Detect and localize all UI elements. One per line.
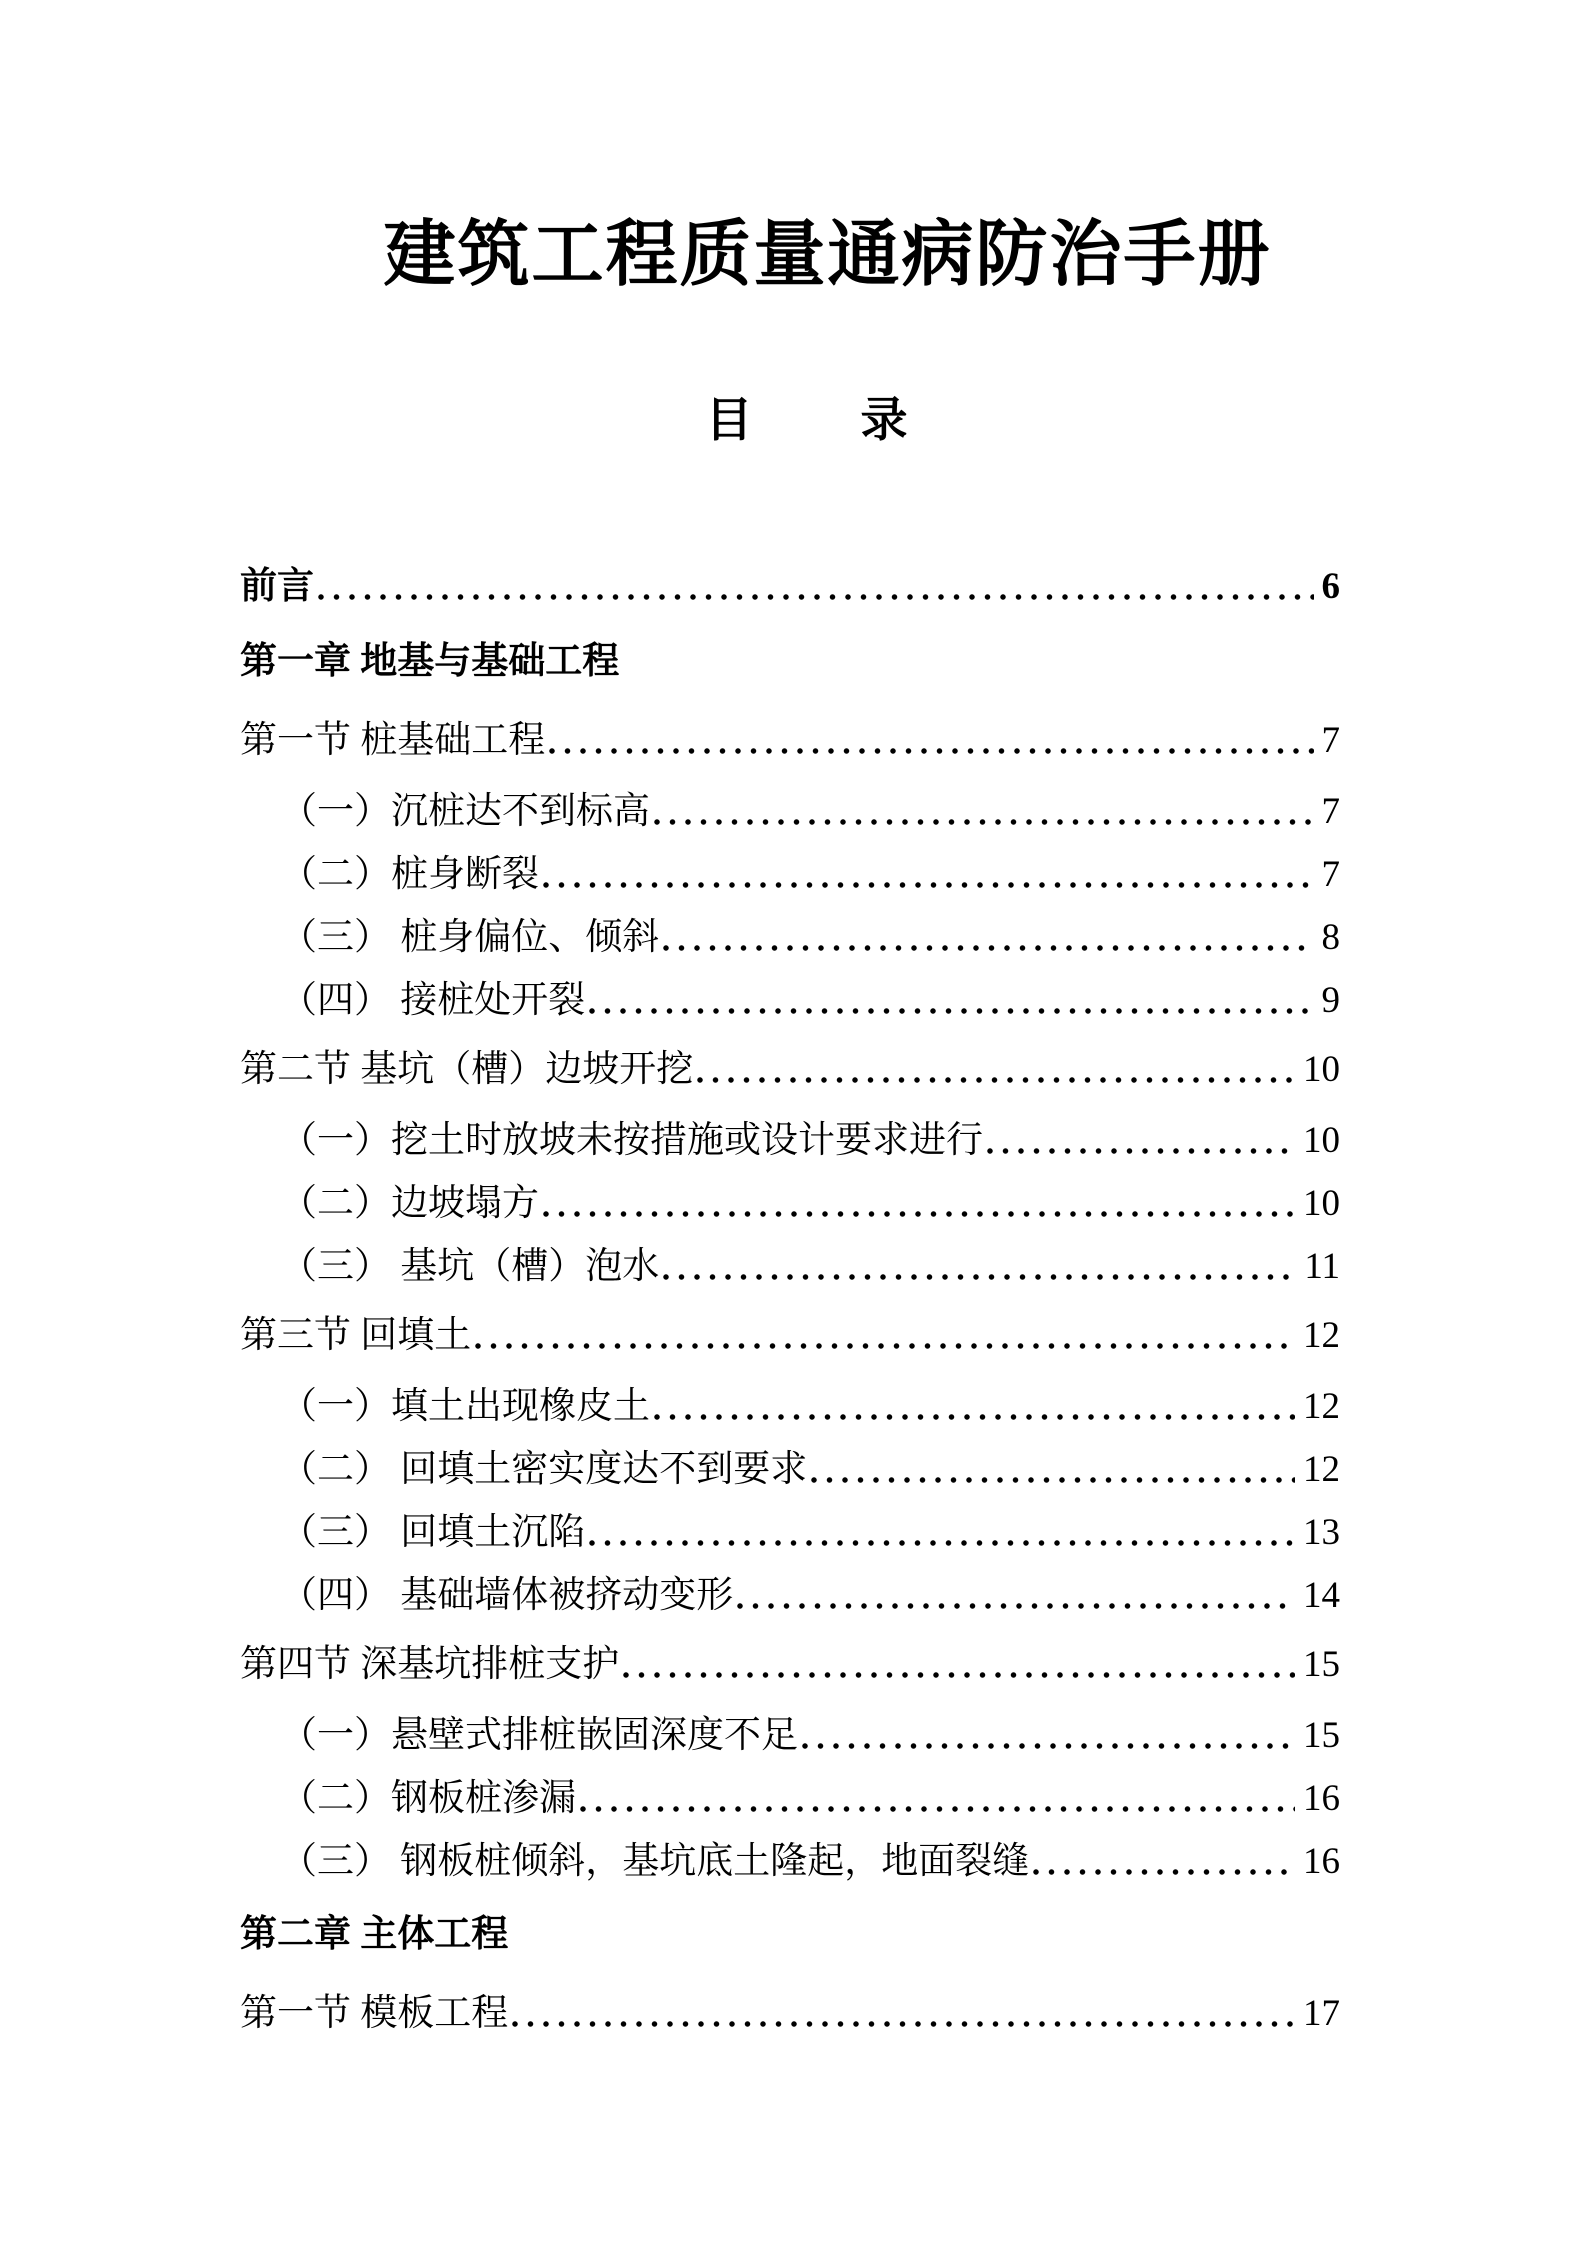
toc-entry-item [240,1564,1340,1627]
dot-leader [697,1076,1295,1084]
toc-entry-item [240,1172,1340,1235]
toc-entry-text: （四） 接桩处开裂 [280,980,586,1021]
toc-entry-section [240,1304,1340,1367]
toc-page-number: 11 [1304,1246,1340,1287]
toc-entry-text: （二）钢板桩渗漏 [280,1778,576,1819]
toc-entry-text: 第三节 回填土 [240,1315,472,1356]
toc-entry-text: 第一节 桩基础工程 [240,720,546,761]
toc-entry-text: （二）桩身断裂 [280,854,539,895]
toc-entry-item [240,1438,1340,1501]
dot-leader [663,1273,1296,1281]
dot-leader [811,1476,1295,1484]
toc-entry-text: 前言 [240,566,314,607]
toc-page-number: 9 [1321,980,1340,1021]
toc-entry-chapter [240,1903,1340,1966]
toc-page-number: 10 [1303,1183,1340,1224]
toc-page-number: 17 [1303,1993,1340,2034]
toc-entry-text: （三） 基坑（槽）泡水 [280,1246,660,1287]
toc-page-number: 16 [1303,1778,1340,1819]
toc-entry-text: （二）边坡塌方 [280,1183,539,1224]
toc-heading [0,396,1587,448]
toc-entry-text: 第二章 主体工程 [240,1914,509,1955]
toc-page-number: 7 [1321,854,1340,895]
toc-page-number: 16 [1303,1841,1340,1882]
toc-page-number: 8 [1321,917,1340,958]
toc-entry-item [240,1109,1340,1172]
toc-entry-text: 第一节 模板工程 [240,1993,509,2034]
toc-entry-section [240,709,1340,772]
dot-leader [737,1602,1295,1610]
toc-entry-section [240,1982,1340,2045]
dot-leader [802,1742,1295,1750]
toc-page-number: 12 [1303,1449,1340,1490]
toc-page-number: 14 [1303,1575,1340,1616]
toc-entry-item [240,780,1340,843]
dot-leader [654,1413,1295,1421]
dot-leader [549,747,1313,755]
toc-entry-text: （一）填土出现橡皮土 [280,1386,650,1427]
dot-leader [475,1342,1295,1350]
toc-entry-text: （一）悬壁式排桩嵌固深度不足 [280,1715,798,1756]
toc-entry-text: （三） 回填土沉陷 [280,1512,586,1553]
dot-leader [580,1805,1295,1813]
toc-entry-section [240,1633,1340,1696]
toc-entry-text: （三） 钢板桩倾斜，基坑底土隆起，地面裂缝 [280,1841,1030,1882]
toc-entry-item [240,1235,1340,1298]
toc-page-number: 10 [1303,1049,1340,1090]
toc-entry-text: （一）挖土时放坡未按措施或设计要求进行 [280,1120,983,1161]
toc-page-number: 15 [1303,1644,1340,1685]
toc-page-number: 12 [1303,1386,1340,1427]
toc-entry-text: （二） 回填土密实度达不到要求 [280,1449,808,1490]
toc-page-number: 7 [1321,791,1340,832]
toc-entry-text: （一）沉桩达不到标高 [280,791,650,832]
toc-entry-item [240,843,1340,906]
toc-entry-text: （四） 基础墙体被挤动变形 [280,1575,734,1616]
toc-page-number: 6 [1321,566,1340,607]
toc-entry-item [240,1830,1340,1893]
toc-entry-item [240,969,1340,1032]
table-of-contents [240,555,1340,2053]
toc-heading-char-lu: 录 [860,395,908,447]
toc-entry-chapter [240,630,1340,693]
toc-entry-text: 第一章 地基与基础工程 [240,641,620,682]
dot-leader [1033,1868,1295,1876]
document-title: 建筑工程质量通病防治手册 [383,215,1272,295]
dot-leader [318,593,1314,601]
toc-heading-char-mu: 目 [705,395,753,447]
dot-leader [654,818,1314,826]
toc-entry-item [240,1375,1340,1438]
dot-leader [589,1539,1295,1547]
toc-page-number: 15 [1303,1715,1340,1756]
toc-entry-item [240,906,1340,969]
toc-entry-preface [240,555,1340,618]
dot-leader [663,944,1313,952]
dot-leader [987,1147,1295,1155]
dot-leader [543,1210,1295,1218]
toc-page-number: 10 [1303,1120,1340,1161]
toc-page-number: 13 [1303,1512,1340,1553]
toc-entry-item [240,1704,1340,1767]
toc-entry-item [240,1767,1340,1830]
toc-page-number: 12 [1303,1315,1340,1356]
toc-page-number: 7 [1321,720,1340,761]
dot-leader [512,2020,1295,2028]
toc-entry-item [240,1501,1340,1564]
dot-leader [543,881,1314,889]
dot-leader [623,1671,1295,1679]
toc-entry-text: 第二节 基坑（槽）边坡开挖 [240,1049,694,1090]
toc-entry-text: 第四节 深基坑排桩支护 [240,1644,620,1685]
dot-leader [589,1007,1313,1015]
toc-entry-text: （三） 桩身偏位、倾斜 [280,917,660,958]
toc-entry-section [240,1038,1340,1101]
